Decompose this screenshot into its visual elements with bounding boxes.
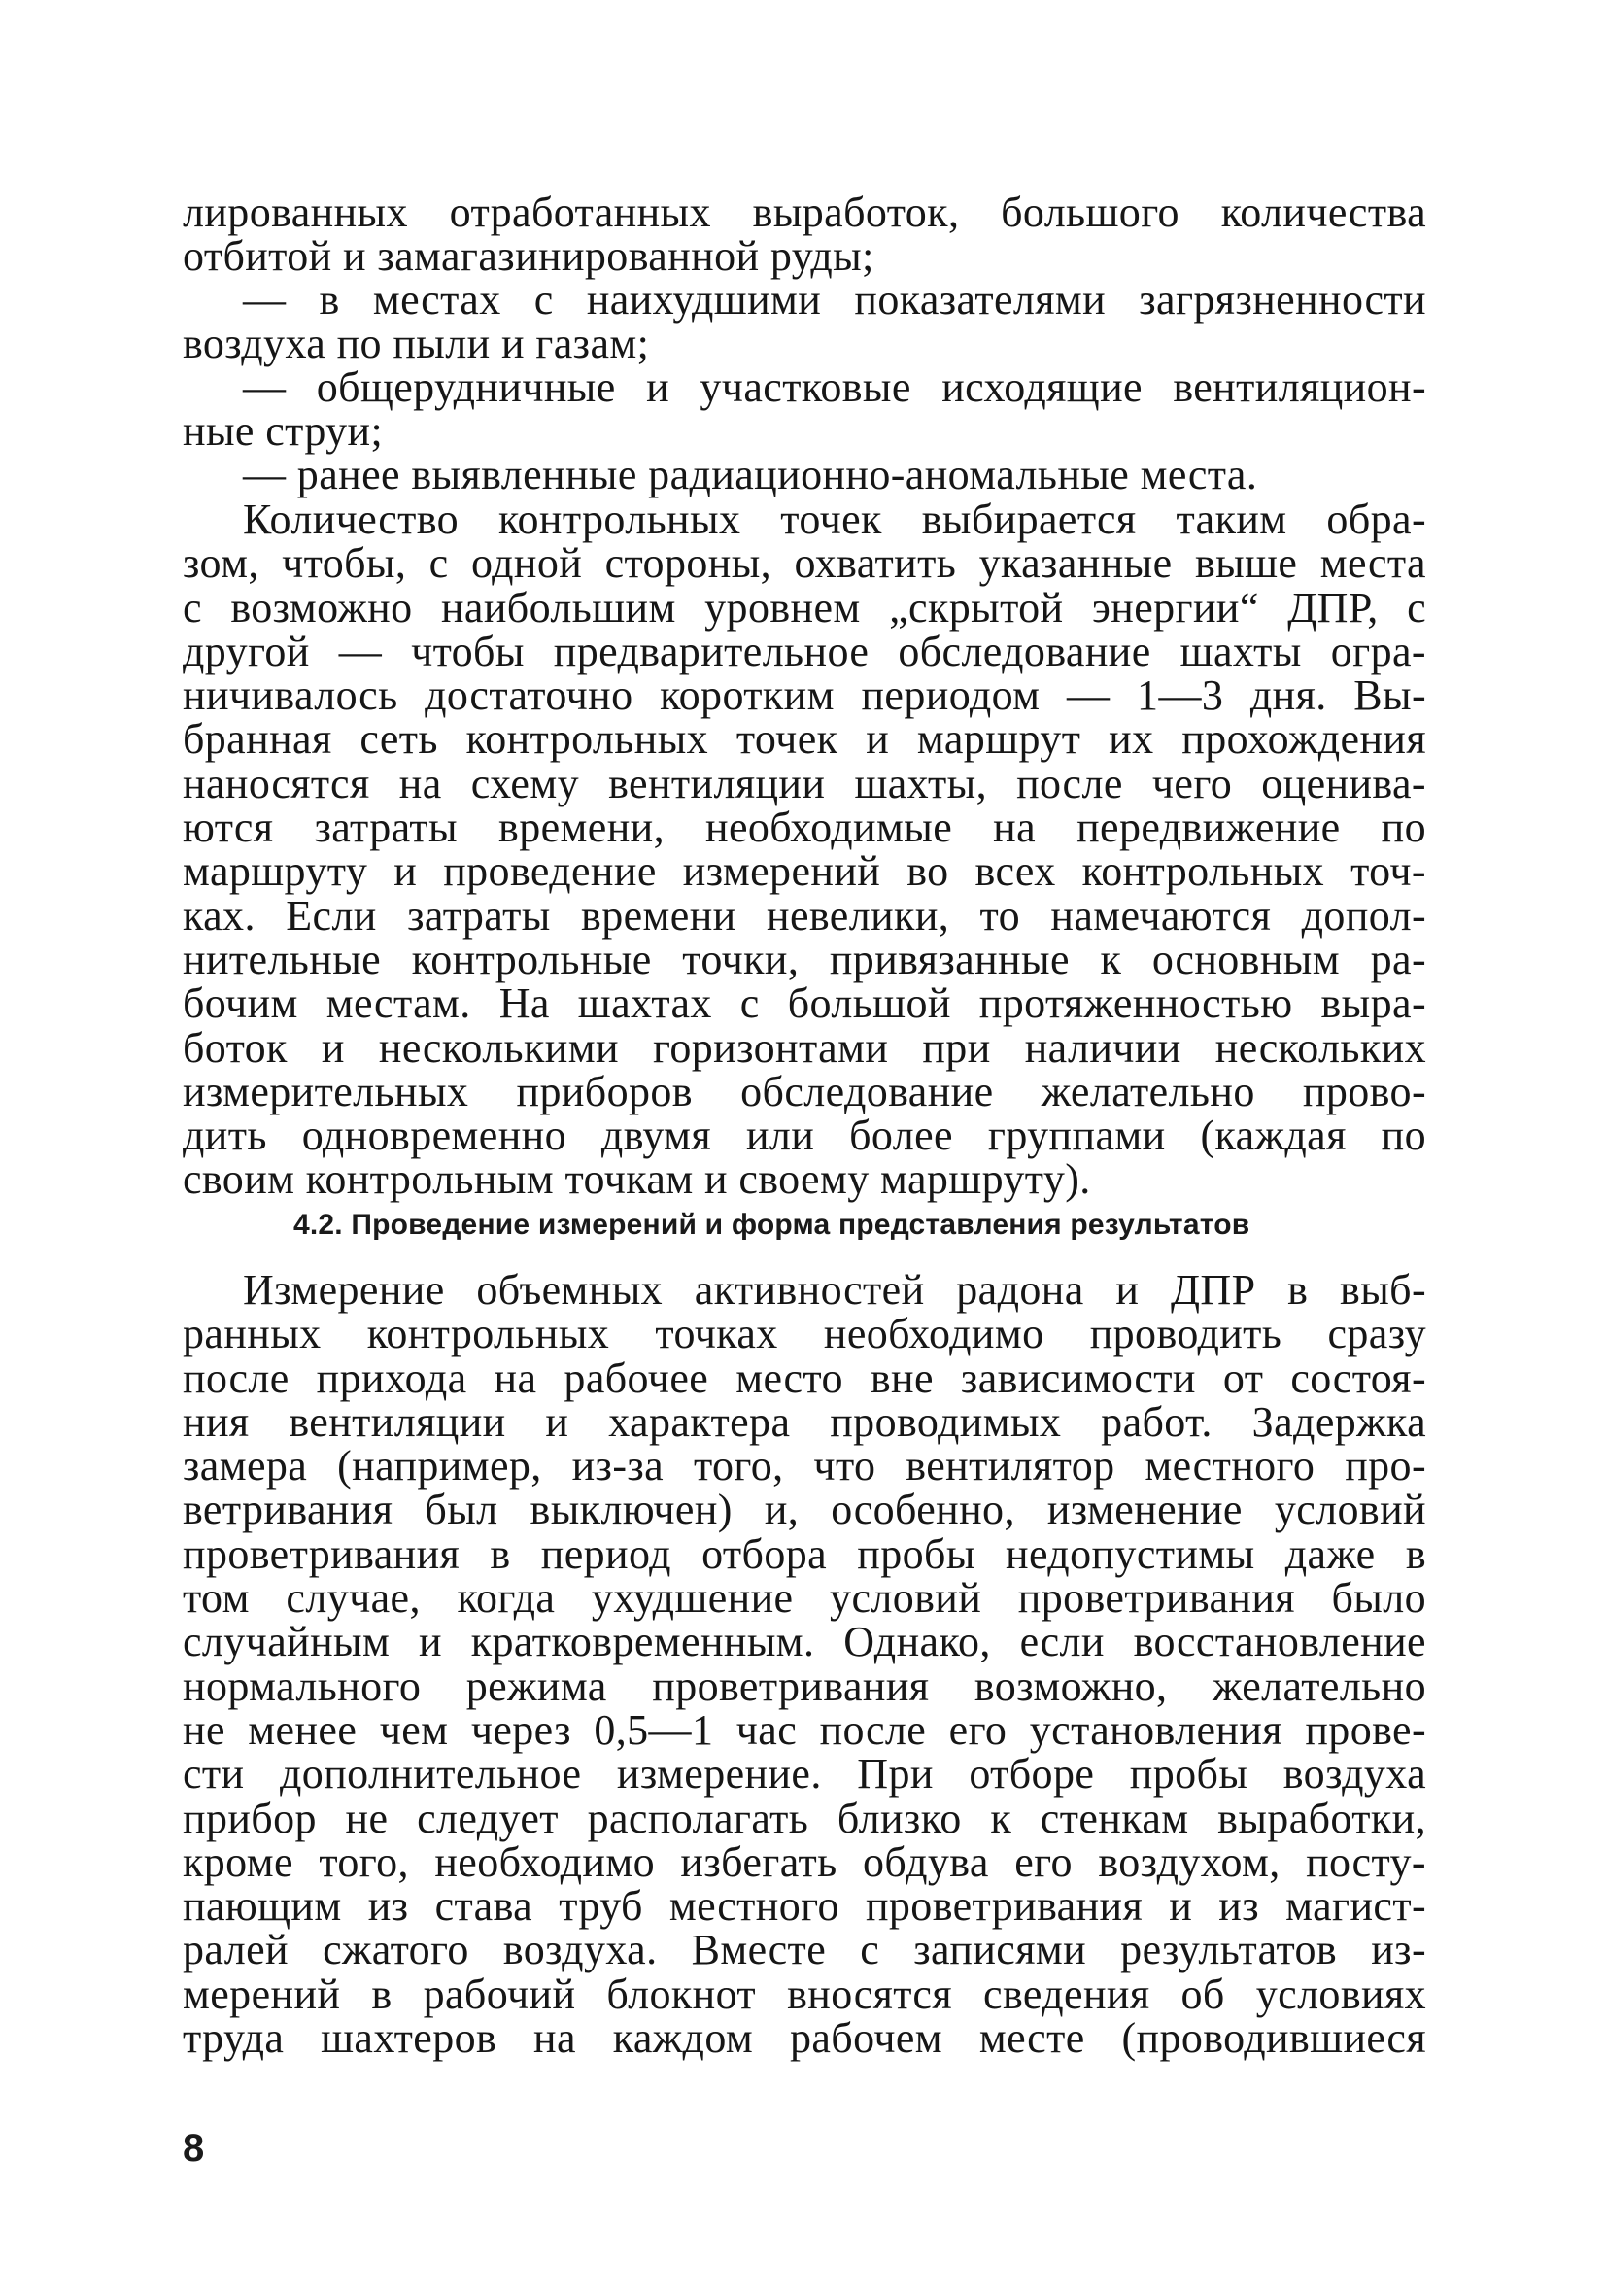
text-line: сти дополнительное измерение. При отборе пробы воздуха (183, 1750, 1426, 1799)
text-line: маршруту и проведение измерений во всех контрольных точ- (183, 847, 1426, 896)
text-line: бочим местам. На шахтах с большой протяженностью выра- (183, 979, 1426, 1028)
text-line: проветривания в период отбора пробы недопустимы даже в (183, 1529, 1426, 1578)
paragraph-continuation (183, 190, 1426, 279)
text-line: — в местах с наихудшими показателями загрязненности (243, 276, 1426, 324)
text-line: отбитой и замагазинированной руды; (183, 232, 874, 281)
text-line: ния вентиляции и характера проводимых работ. Задержка (183, 1397, 1426, 1446)
text-line: с возможно наибольшим уровнем „скрытой энергии“ ДПР, с (183, 583, 1426, 632)
text-line: — общерудничные и участковые исходящие вентиляцион- (243, 363, 1426, 411)
text-line: Количество контрольных точек выбирается таким обра- (243, 496, 1426, 543)
text-line: ветривания был выключен) и, особенно, изменение условий (183, 1486, 1426, 1534)
text-line: пающим из става труб местного проветривания и из магист- (183, 1882, 1426, 1931)
text-line: бранная сеть контрольных точек и маршрут их прохождения (183, 715, 1426, 764)
paragraph-measurement (183, 1266, 1426, 2063)
text-line: лированных отработанных выработок, большого количества (183, 188, 1426, 236)
text-line: ралей сжатого воздуха. Вместе с записями результатов из- (183, 1926, 1426, 1974)
text-line: наносятся на схему вентиляции шахты, после чего оценива- (183, 759, 1426, 807)
text-line: измерительных приборов обследование желательно прово- (183, 1067, 1426, 1115)
paragraph-control-points (183, 497, 1426, 1202)
text-line: нительные контрольные точки, привязанные к основным ра- (183, 935, 1426, 983)
bullet-item (183, 278, 1426, 366)
text-line: боток и несколькими горизонтами при наличии нескольких (183, 1023, 1426, 1072)
section-heading: 4.2. Проведение измерений и форма представления результатов (293, 1209, 1250, 1241)
text-line: ются затраты времени, необходимые на передвижение по (183, 804, 1426, 852)
text-line: том случае, когда ухудшение условий проветривания было (183, 1574, 1426, 1623)
text-line: после прихода на рабочее место вне зависимости от состоя- (183, 1354, 1426, 1402)
text-line: случайным и кратковременным. Однако, если восстановление (183, 1618, 1426, 1666)
text-line: ные струи; (183, 407, 384, 456)
text-line: другой — чтобы предварительное обследование шахты огра- (183, 627, 1426, 675)
page-number: 8 (183, 2127, 205, 2170)
bullet-item (183, 365, 1426, 454)
text-line: не менее чем через 0,5—1 час после его установления прове- (183, 1705, 1426, 1754)
text-line: прибор не следует располагать близко к стенкам выработки, (183, 1794, 1426, 1842)
text-line: своим контрольным точкам и своему маршруту). (183, 1155, 1091, 1204)
text-line: зом, чтобы, с одной стороны, охватить указанные выше места (183, 539, 1426, 588)
text-line: мерений в рабочий блокнот вносятся сведения об условиях (183, 1970, 1426, 2018)
text-line: нормального режима проветривания возможно, желательно (183, 1662, 1426, 1710)
text-line: труда шахтеров на каждом рабочем месте (проводившиеся (183, 2014, 1426, 2063)
text-line: Измерение объемных активностей радона и ДПР в выб- (243, 1266, 1426, 1314)
bullet-item (183, 453, 1426, 497)
text-line: кроме того, необходимо избегать обдува его воздухом, посту- (183, 1837, 1426, 1886)
text-line: воздуха по пыли и газам; (183, 320, 650, 368)
text-line: ничивалось достаточно коротким периодом — 1—3 дня. Вы- (183, 671, 1426, 720)
text-line: ранных контрольных точках необходимо проводить сразу (183, 1310, 1426, 1358)
text-line: замера (например, из-за того, что вентилятор местного про- (183, 1442, 1426, 1491)
text-line: ках. Если затраты времени невелики, то намечаются допол- (183, 891, 1426, 940)
text-line: дить одновременно двумя или более группами (каждая по (183, 1112, 1426, 1160)
text-line: — ранее выявленные радиационно-аномальные места. (243, 451, 1258, 498)
